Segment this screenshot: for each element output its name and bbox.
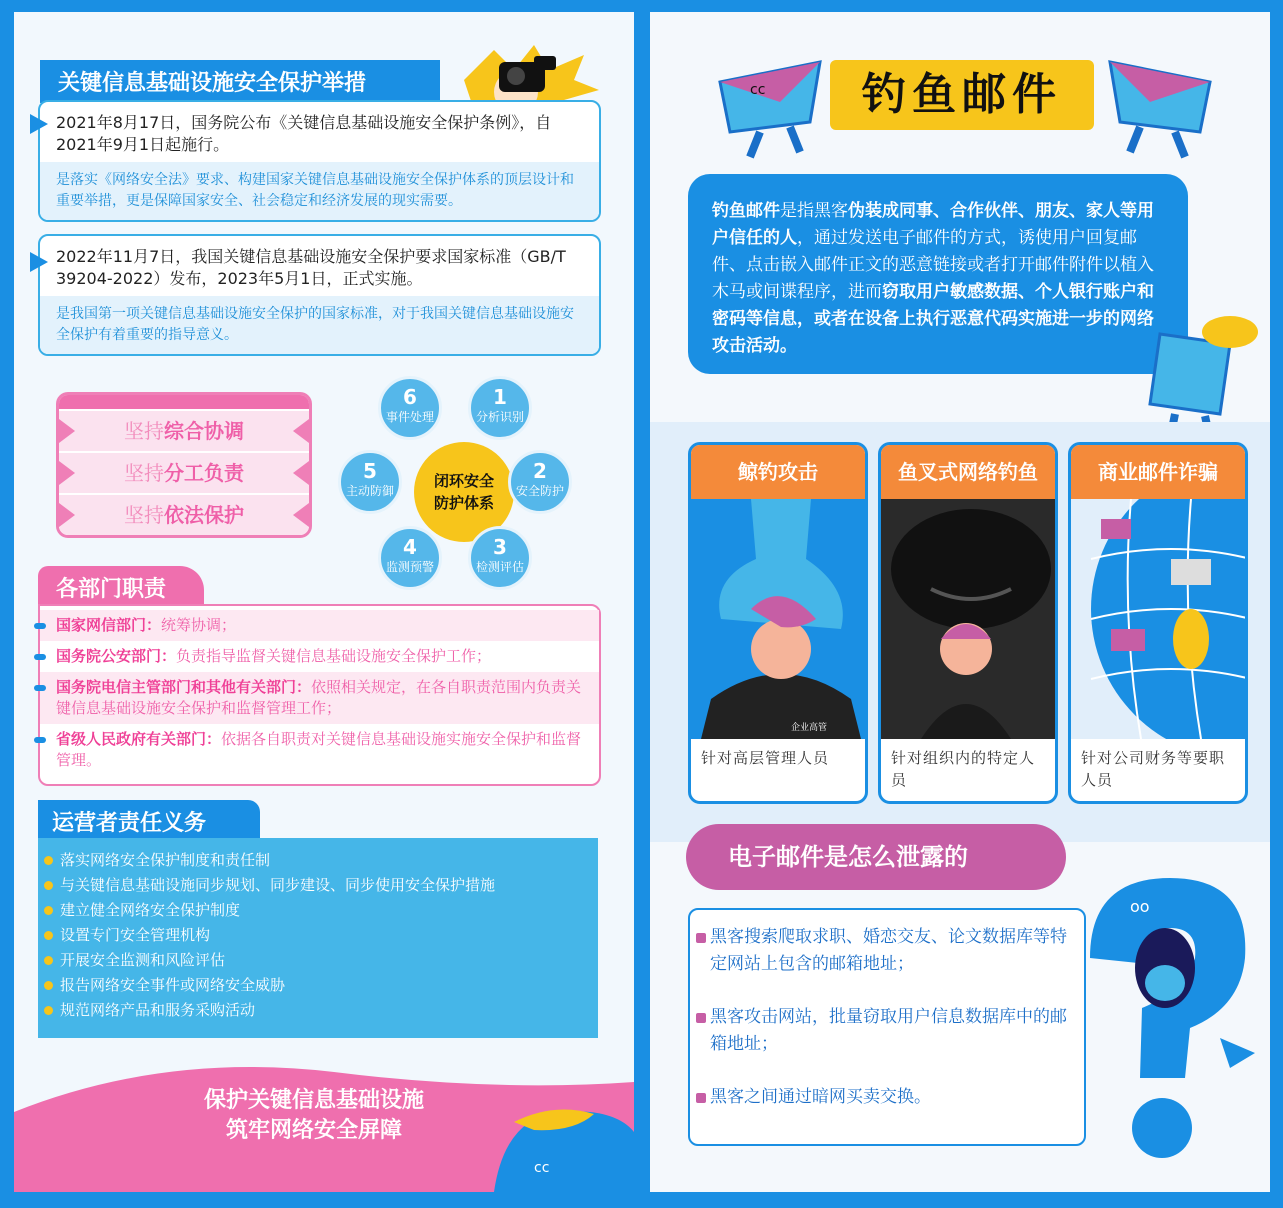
measure-note-2: 是我国第一项关键信息基础设施安全保护的国家标准，对于我国关键信息基础设施安全保护有着重要的指导意义。 — [40, 296, 599, 354]
cycle-node-4: 4 监测预警 — [378, 526, 442, 590]
operator-duty-item: 落实网络安全保护制度和责任制 — [50, 848, 586, 873]
attack-card-spear — [878, 442, 1058, 804]
svg-text:oo: oo — [1130, 897, 1150, 916]
measure-main-1: 2021年8月17日，国务院公布《关键信息基础设施安全保护条例》，自2021年9月1日起施行。 — [56, 113, 552, 154]
operator-duty-item: 规范网络产品和服务采购活动 — [50, 998, 586, 1023]
phishing-intro: 钓鱼邮件是指黑客伪装成同事、合作伙伴、朋友、家人等用户信任的人，通过发送电子邮件的方式，诱使用户回复邮件、点击嵌入邮件正文的恶意链接或者打开邮件附件以植入木马或间谍程序，进而窃取用户敏感数据、个人银行账户和密码等信息，或者在设备上执行恶意代码实施进一步的网络攻击活动。 — [688, 174, 1188, 374]
card-title: 鱼叉式网络钓鱼 — [881, 445, 1055, 499]
attack-card-whaling — [688, 442, 868, 804]
operator-duty-item: 报告网络安全事件或网络安全威胁 — [50, 973, 586, 998]
phishing-title: 钓鱼邮件 — [830, 60, 1094, 130]
arrow-icon — [30, 252, 48, 272]
adhere-box — [56, 392, 312, 538]
cycle-node-1: 1 分析识别 — [468, 376, 532, 440]
cycle-node-5: 5 主动防御 — [338, 450, 402, 514]
departments-title: 各部门职责 — [38, 566, 204, 609]
envelope-character-icon — [710, 52, 830, 162]
left-panel — [14, 12, 634, 1192]
card-title: 鲸钓攻击 — [691, 445, 865, 499]
adhere-item: 坚持依法保护 — [59, 495, 309, 535]
department-item: 国务院电信主管部门和其他有关部门：依照相关规定，在各自职责范围内负责关键信息基础设施安全保护和监督管理工作； — [40, 672, 599, 724]
department-item: 省级人民政府有关部门：依据各自职责对关键信息基础设施实施安全保护和监督管理。 — [40, 724, 599, 776]
measure-box-2 — [38, 234, 601, 356]
security-cycle-diagram — [334, 374, 584, 614]
card-title: 商业邮件诈骗 — [1071, 445, 1245, 499]
card-badge: 企业高管 — [791, 723, 828, 733]
card-description: 针对公司财务等要职人员 — [1081, 749, 1226, 789]
card-description: 针对高层管理人员 — [701, 749, 830, 767]
operator-duty-item: 建立健全网络安全保护制度 — [50, 898, 586, 923]
svg-text:cc: cc — [534, 1160, 550, 1176]
measure-main-2: 2022年11月7日，我国关键信息基础设施安全保护要求国家标准（GB/T 39204-2022）发布，2023年5月1日，正式实施。 — [56, 247, 566, 288]
leak-title: 电子邮件是怎么泄露的 — [686, 824, 1066, 890]
operators-box — [38, 838, 598, 1038]
operators-title: 运营者责任义务 — [38, 800, 260, 843]
operator-duty-item: 与关键信息基础设施同步规划、同步建设、同步使用安全保护措施 — [50, 873, 586, 898]
whaling-illustration — [691, 499, 865, 739]
bec-illustration — [1071, 499, 1245, 739]
cycle-node-3: 3 检测评估 — [468, 526, 532, 590]
card-description: 针对组织内的特定人员 — [891, 749, 1036, 789]
measure-box-1 — [38, 100, 601, 222]
cycle-center: 闭环安全 防护体系 — [414, 442, 514, 542]
cycle-node-2: 2 安全防护 — [508, 450, 572, 514]
department-item: 国家网信部门：统筹协调； — [40, 610, 599, 641]
adhere-item: 坚持分工负责 — [59, 453, 309, 493]
envelope-character-icon — [1100, 52, 1220, 162]
leak-item: 黑客搜索爬取求职、婚恋交友、论文数据库等特定网站上包含的邮箱地址； — [710, 924, 1070, 978]
right-panel — [650, 12, 1270, 1192]
leak-item: 黑客攻击网站，批量窃取用户信息数据库中的邮箱地址； — [710, 1004, 1070, 1058]
leak-item: 黑客之间通过暗网买卖交换。 — [710, 1084, 1070, 1111]
department-item: 国务院公安部门：负责指导监督关键信息基础设施安全保护工作； — [40, 641, 599, 672]
attack-card-bec — [1068, 442, 1248, 804]
cycle-node-6: 6 事件处理 — [378, 376, 442, 440]
spear-phishing-illustration — [881, 499, 1055, 739]
svg-text:cc: cc — [750, 82, 766, 98]
question-mark-character-icon — [1070, 868, 1260, 1178]
adhere-header — [59, 395, 309, 409]
measures-title: 关键信息基础设施安全保护举措 — [40, 60, 440, 103]
footer-slogan: 保护关键信息基础设施 筑牢网络安全屏障 — [203, 1088, 424, 1143]
operator-duty-item: 开展安全监测和风险评估 — [50, 948, 586, 973]
adhere-item: 坚持综合协调 — [59, 411, 309, 451]
operator-duty-item: 设置专门安全管理机构 — [50, 923, 586, 948]
leak-box — [688, 908, 1086, 1146]
arrow-icon — [30, 114, 48, 134]
departments-box — [38, 604, 601, 786]
measure-note-1: 是落实《网络安全法》要求、构建国家关键信息基础设施安全保护体系的顶层设计和重要举措，更是保障国家安全、社会稳定和经济发展的现实需要。 — [40, 162, 599, 220]
